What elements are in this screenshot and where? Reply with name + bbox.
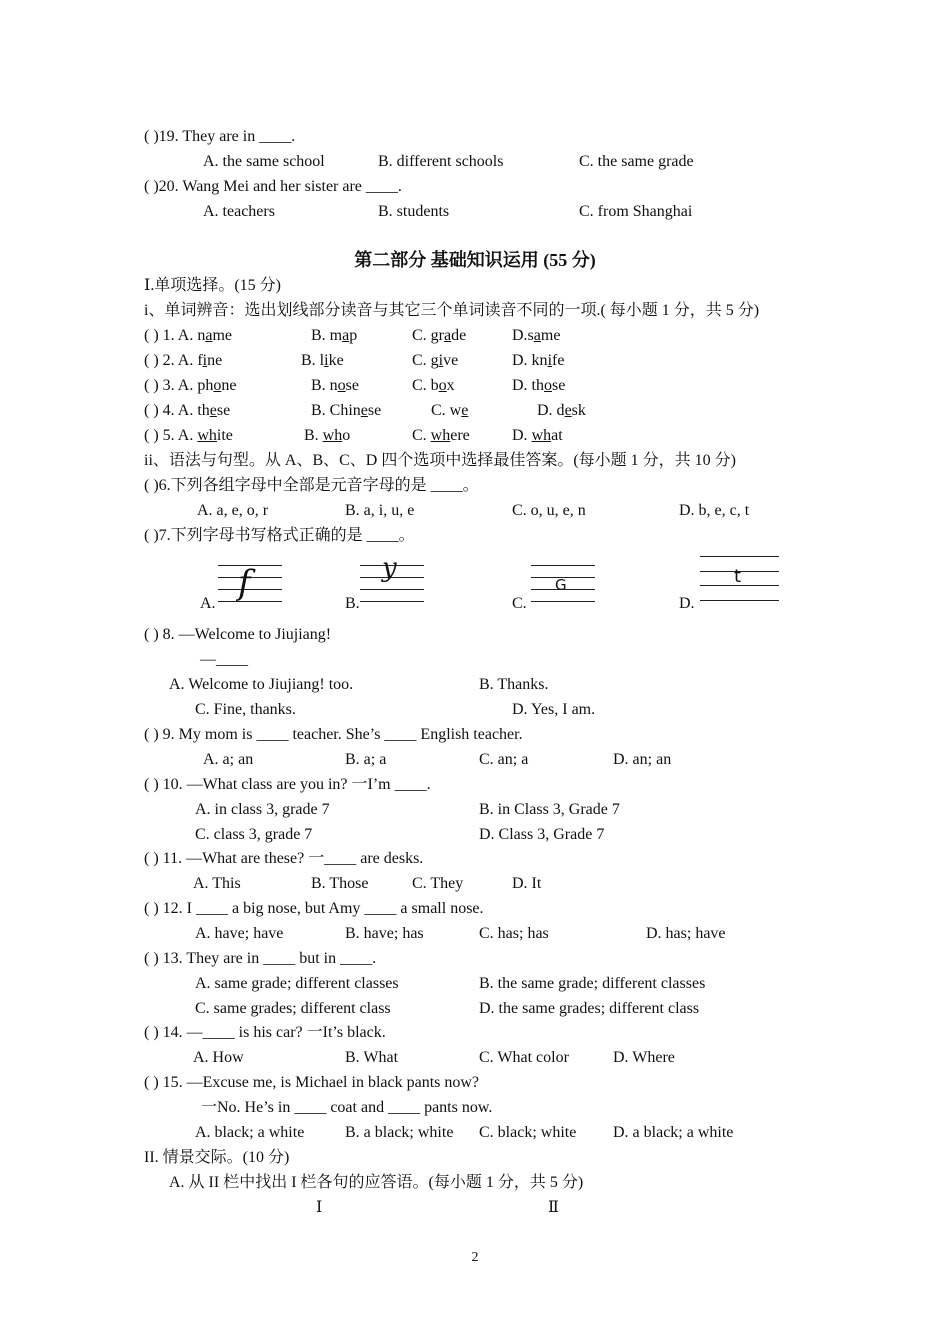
phonetics-2-number: ( ) 2. A.: [144, 352, 198, 369]
q7-writing-lines-a: [218, 565, 282, 605]
q11-option-a: A. This: [193, 875, 241, 892]
underlined-letters: o: [337, 377, 346, 394]
q7-letter-a: f: [238, 563, 251, 603]
subsection-ii-instructions: ii、语法与句型。从 A、B、C、D 四个选项中选择最佳答案。(每小题 1 分，共 10 分): [144, 452, 737, 469]
q19-option-a: A. the same school: [203, 153, 325, 170]
q12-option-c: C. has; has: [479, 925, 549, 942]
phonetics-4-number: ( ) 4. A.: [144, 402, 198, 419]
word-part: ne: [207, 352, 223, 369]
word-part: n: [197, 327, 206, 344]
word-part: se: [216, 402, 231, 419]
phonetics-2-option-b: [301, 351, 344, 371]
word-part: x: [446, 377, 455, 394]
word-part: ph: [197, 377, 214, 394]
q12-stem: ( ) 12. I ____ a big nose, but Amy ____ a small nose.: [144, 900, 484, 917]
underlined-letters: o: [213, 377, 222, 394]
word-part: p: [349, 327, 358, 344]
q14-option-b: B. What: [345, 1049, 399, 1066]
q6-option-d: D. b, e, c, t: [679, 502, 750, 519]
q8-stem: ( ) 8. —Welcome to Jiujiang!: [144, 626, 332, 643]
underlined-letters: a: [342, 327, 350, 344]
q13-option-c: C. same grades; different class: [195, 1000, 391, 1017]
word-part: B. l: [301, 352, 325, 369]
q7-letter-c: G: [555, 576, 567, 594]
q7-letter-b: y: [382, 553, 397, 583]
q10-stem: ( ) 10. —What class are you in? 一I’m ____.: [144, 776, 431, 793]
word-part: C.: [412, 427, 431, 444]
q15-reply: 一No. He’s in ____ coat and ____ pants now.: [201, 1099, 493, 1116]
q7-option-c: C.: [512, 595, 527, 612]
word-part: sk: [571, 402, 586, 419]
underlined-letters: a: [444, 327, 452, 344]
q6-option-a: A. a, e, o, r: [197, 502, 269, 519]
word-part: ve: [443, 352, 459, 369]
word-part: se: [552, 377, 566, 394]
phonetics-3-number: ( ) 3. A.: [144, 377, 198, 394]
word-part: C. g: [412, 352, 439, 369]
underlined-letters: a: [533, 327, 541, 344]
q7-option-d: D.: [679, 595, 695, 612]
word-part: at: [551, 427, 563, 444]
q19-stem: ( )19. They are in ____.: [144, 128, 296, 145]
phonetics-4-option-b: [311, 401, 381, 421]
word-part: D. kn: [512, 352, 548, 369]
q7-letter-d: t: [734, 566, 742, 587]
word-part: me: [212, 327, 232, 344]
word-part: C. b: [412, 377, 439, 394]
phonetics-1-option-d: [512, 326, 560, 346]
underlined-letters: e: [564, 402, 572, 419]
word-part: D. th: [512, 377, 544, 394]
phonetics-2-option-c: [412, 351, 458, 371]
underlined-letters: i: [202, 352, 208, 369]
q11-option-c: C. They: [412, 875, 464, 892]
q9-option-c: C. an; a: [479, 751, 529, 768]
phonetics-3-option-b: [311, 376, 359, 396]
word-part: B. n: [311, 377, 338, 394]
q8-option-c: C. Fine, thanks.: [195, 701, 296, 718]
q15-stem: ( ) 15. —Excuse me, is Michael in black pants now?: [144, 1074, 480, 1091]
q20-stem: ( )20. Wang Mei and her sister are ____.: [144, 178, 402, 195]
q7-stem: ( )7.下列字母书写格式正确的是 ____。: [144, 527, 415, 544]
q11-option-b: B. Those: [311, 875, 369, 892]
word-part: se: [345, 377, 359, 394]
underlined-letters: e: [209, 402, 217, 419]
q13-option-a: A. same grade; different classes: [195, 975, 399, 992]
q7-writing-lines-c: [531, 565, 595, 605]
q20-option-b: B. students: [378, 203, 450, 220]
underlined-letters: wh: [531, 427, 552, 444]
q15-option-d: D. a black; a white: [613, 1124, 734, 1141]
column-header-i: Ⅰ: [316, 1199, 323, 1216]
underlined-letters: a: [205, 327, 213, 344]
phonetics-5-option-d: [512, 426, 563, 446]
word-part: ne: [221, 377, 237, 394]
q9-option-d: D. an; an: [613, 751, 672, 768]
word-part: de: [451, 327, 467, 344]
word-part: th: [197, 402, 210, 419]
q11-stem: ( ) 11. —What are these? 一____ are desks.: [144, 850, 424, 867]
q11-option-d: D. It: [512, 875, 542, 892]
word-part: D.: [512, 427, 532, 444]
phonetics-3-option-c: [412, 376, 455, 396]
q10-option-c: C. class 3, grade 7: [195, 826, 313, 843]
word-part: B.: [304, 427, 323, 444]
word-part: f: [197, 352, 203, 369]
q19-option-c: C. the same grade: [579, 153, 694, 170]
q10-option-b: B. in Class 3, Grade 7: [479, 801, 620, 818]
q15-option-c: C. black; white: [479, 1124, 577, 1141]
word-part: ere: [450, 427, 470, 444]
q6-stem: ( )6.下列各组字母中全部是元音字母的是 ____。: [144, 477, 479, 494]
word-part: ite: [216, 427, 233, 444]
q20-option-a: A. teachers: [203, 203, 275, 220]
q13-option-b: B. the same grade; different classes: [479, 975, 706, 992]
phonetics-4-option-c: [431, 401, 468, 421]
q8-reply: —____: [200, 651, 248, 668]
q9-stem: ( ) 9. My mom is ____ teacher. She’s ____ English teacher.: [144, 726, 523, 743]
section1-title: Ⅰ.单项选择。(15 分): [144, 277, 281, 294]
phonetics-4-option-a: [144, 401, 230, 421]
q6-option-c: C. o, u, e, n: [512, 502, 586, 519]
q12-option-d: D. has; have: [646, 925, 726, 942]
q14-option-d: D. Where: [613, 1049, 675, 1066]
word-part: fe: [552, 352, 565, 369]
q7-option-b: B.: [345, 595, 360, 612]
phonetics-5-option-b: [304, 426, 350, 446]
phonetics-3-option-d: [512, 376, 565, 396]
q14-option-c: C. What color: [479, 1049, 569, 1066]
word-part: D.s: [512, 327, 534, 344]
word-part: me: [540, 327, 561, 344]
q7-option-a: A.: [200, 595, 216, 612]
underlined-letters: wh: [430, 427, 451, 444]
phonetics-2-option-a: [144, 351, 222, 371]
page-number: 2: [471, 1250, 479, 1265]
phonetics-2-option-d: [512, 351, 564, 371]
underlined-letters: e: [360, 402, 368, 419]
section2-part-a-instructions: A. 从 II 栏中找出 I 栏各句的应答语。(每小题 1 分，共 5 分): [169, 1174, 584, 1191]
q12-option-a: A. have; have: [195, 925, 284, 942]
phonetics-1-option-b: [311, 326, 357, 346]
word-part: ke: [328, 352, 344, 369]
q6-option-b: B. a, i, u, e: [345, 502, 415, 519]
phonetics-1-number: ( ) 1. A.: [144, 327, 198, 344]
word-part: C. gr: [412, 327, 444, 344]
underlined-letters: o: [438, 377, 447, 394]
part2-title: 第二部分 基础知识运用 (55 分): [354, 250, 596, 270]
q13-stem: ( ) 13. They are in ____ but in ____.: [144, 950, 377, 967]
q7-writing-lines-b: [360, 553, 424, 605]
q8-option-d: D. Yes, I am.: [512, 701, 596, 718]
phonetics-5-option-a: [144, 426, 233, 446]
q15-option-b: B. a black; white: [345, 1124, 454, 1141]
q8-option-a: A. Welcome to Jiujiang! too.: [169, 676, 354, 693]
section2-title: II. 情景交际。(10 分): [144, 1149, 290, 1166]
underlined-letters: wh: [197, 427, 217, 444]
q12-option-b: B. have; has: [345, 925, 424, 942]
phonetics-3-option-a: [144, 376, 236, 396]
q10-option-a: A. in class 3, grade 7: [195, 801, 330, 818]
column-header-ii: Ⅱ: [548, 1199, 559, 1216]
q7-writing-lines-d: [700, 556, 779, 604]
phonetics-5-number: ( ) 5. A.: [144, 427, 198, 444]
q14-option-a: A. How: [193, 1049, 244, 1066]
subsection-i-instructions: i、单词辨音：选出划线部分读音与其它三个单词读音不同的一项.( 每小题 1 分，共 5 分): [144, 302, 760, 319]
q20-option-c: C. from Shanghai: [579, 203, 693, 220]
q8-option-b: B. Thanks.: [479, 676, 549, 693]
q15-option-a: A. black; a white: [195, 1124, 305, 1141]
phonetics-1-option-c: [412, 326, 466, 346]
underlined-letters: o: [544, 377, 552, 394]
word-part: D. d: [537, 402, 565, 419]
word-part: B. m: [311, 327, 343, 344]
phonetics-1-option-a: [144, 326, 232, 346]
q19-option-b: B. different schools: [378, 153, 504, 170]
word-part: C. w: [431, 402, 462, 419]
q10-option-d: D. Class 3, Grade 7: [479, 826, 605, 843]
q9-option-a: A. a; an: [203, 751, 254, 768]
underlined-letters: e: [461, 402, 469, 419]
word-part: o: [342, 427, 351, 444]
underlined-letters: wh: [322, 427, 343, 444]
underlined-letters: i: [547, 352, 553, 369]
phonetics-4-option-d: [537, 401, 586, 421]
word-part: B. Chin: [311, 402, 361, 419]
word-part: se: [367, 402, 382, 419]
underlined-letters: i: [324, 352, 329, 369]
underlined-letters: i: [438, 352, 444, 369]
q14-stem: ( ) 14. —____ is his car? 一It’s black.: [144, 1024, 386, 1041]
phonetics-5-option-c: [412, 426, 470, 446]
q9-option-b: B. a; a: [345, 751, 387, 768]
q13-option-d: D. the same grades; different class: [479, 1000, 700, 1017]
